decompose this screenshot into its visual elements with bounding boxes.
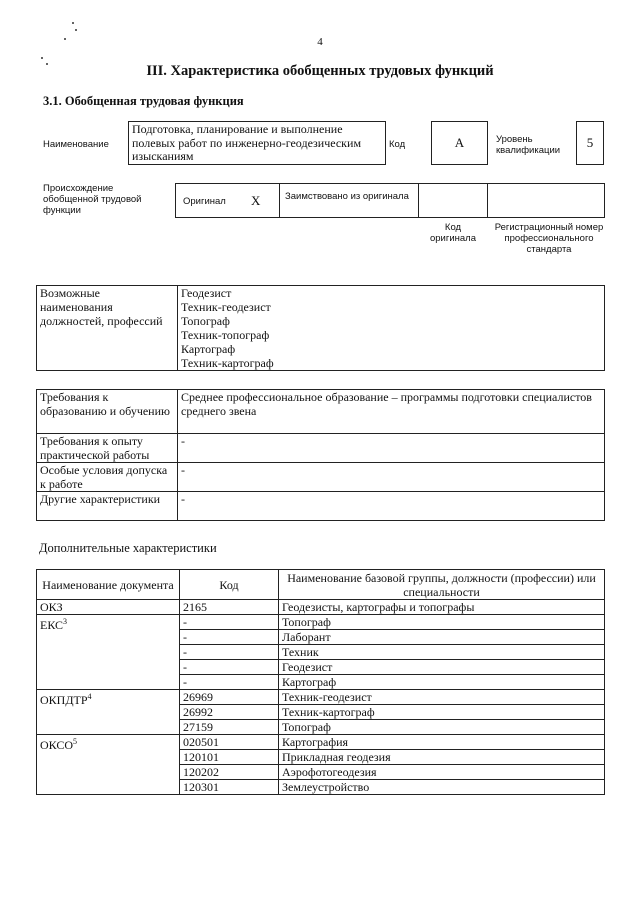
doc-name: ОКПДТР — [40, 693, 88, 707]
doc-cell — [37, 735, 180, 795]
additional-title: Дополнительные характеристики — [39, 541, 217, 555]
positions-label: Возможные наименования должностей, профессий — [37, 286, 178, 371]
level-value: 5 — [586, 135, 594, 150]
level-label: Уровень квалификации — [496, 134, 561, 156]
code-cell: 120101 — [180, 750, 279, 765]
position-item: Топограф — [181, 314, 230, 328]
table-row — [37, 615, 605, 630]
name-cell: Геодезисты, картографы и топографы — [279, 600, 605, 615]
requirement-row — [37, 492, 605, 521]
doc-name: ЕКС — [40, 618, 64, 632]
header-doc: Наименование документа — [37, 570, 180, 600]
subsection-title: 3.1. Обобщенная трудовая функция — [43, 94, 244, 108]
function-name-value: Подготовка, планирование и выполнение полевых работ по инженерно-геодезическим изысканиям — [132, 122, 362, 163]
name-cell: Техник-геодезист — [279, 690, 605, 705]
code-cell: 26992 — [180, 705, 279, 720]
origin-label: Происхождение обобщенной трудовой функции — [43, 183, 142, 216]
additional-header-row — [37, 570, 605, 600]
requirement-label: Особые условия допуска к работе — [37, 463, 178, 492]
name-cell: Лаборант — [279, 630, 605, 645]
requirement-value: Среднее профессиональное образование – программы подготовки специалистов среднего звена — [178, 390, 605, 434]
requirement-value: - — [178, 492, 605, 521]
positions-list — [178, 286, 605, 371]
table-row — [37, 735, 605, 750]
name-cell: Прикладная геодезия — [279, 750, 605, 765]
scan-speck — [41, 57, 43, 59]
name-label: Наименование — [43, 139, 109, 150]
function-name-box — [128, 121, 386, 165]
name-cell: Топограф — [279, 720, 605, 735]
additional-table — [36, 569, 605, 795]
name-cell: Топограф — [279, 615, 605, 630]
positions-table — [36, 285, 605, 371]
code-cell: 120202 — [180, 765, 279, 780]
requirement-value: - — [178, 463, 605, 492]
code-cell: - — [180, 675, 279, 690]
code-box — [431, 121, 488, 165]
code-label: Код — [389, 139, 406, 150]
code-value: A — [454, 135, 465, 150]
requirement-row — [37, 463, 605, 492]
original-mark: X — [251, 193, 261, 208]
name-cell: Техник — [279, 645, 605, 660]
requirement-value: - — [178, 434, 605, 463]
requirement-label: Другие характеристики — [37, 492, 178, 521]
name-cell: Геодезист — [279, 660, 605, 675]
name-cell: Картография — [279, 735, 605, 750]
doc-footnote: 5 — [73, 737, 78, 746]
code-cell: 020501 — [180, 735, 279, 750]
scan-speck — [75, 29, 77, 31]
doc-cell — [37, 615, 180, 690]
name-cell: Техник-картограф — [279, 705, 605, 720]
position-item: Техник-топограф — [181, 328, 270, 342]
origin-box — [175, 183, 605, 218]
level-box — [576, 121, 604, 165]
position-item: Геодезист — [181, 286, 232, 300]
code-cell: - — [180, 630, 279, 645]
doc-footnote: 4 — [87, 692, 92, 701]
table-row — [37, 600, 605, 615]
name-cell: Землеустройство — [279, 780, 605, 795]
code-cell: 2165 — [180, 600, 279, 615]
requirement-row — [37, 434, 605, 463]
doc-cell — [37, 600, 180, 615]
original-label: Оригинал — [183, 196, 226, 207]
code-cell: - — [180, 645, 279, 660]
requirement-label: Требования к опыту практической работы — [37, 434, 178, 463]
code-cell: 120301 — [180, 780, 279, 795]
code-cell: - — [180, 615, 279, 630]
code-cell: 27159 — [180, 720, 279, 735]
page-number: 4 — [317, 36, 323, 48]
table-row — [37, 690, 605, 705]
requirements-table — [36, 389, 605, 521]
section-title: III. Характеристика обобщенных трудовых функций — [146, 63, 494, 79]
header-code: Код — [180, 570, 279, 600]
doc-name: ОКСО — [40, 738, 74, 752]
header-name: Наименование базовой группы, должности (профессии) или специальности — [279, 570, 605, 600]
code-cell: 26969 — [180, 690, 279, 705]
name-cell: Картограф — [279, 675, 605, 690]
requirement-row — [37, 390, 605, 434]
code-original-label: Код оригинала — [429, 222, 476, 244]
code-cell: - — [180, 660, 279, 675]
position-item: Картограф — [181, 342, 236, 356]
reg-number-label: Регистрационный номер профессионального стандарта — [494, 222, 604, 255]
position-item: Техник-геодезист — [181, 300, 271, 314]
requirement-label: Требования к образованию и обучению — [37, 390, 178, 434]
scan-speck — [72, 22, 74, 24]
borrowed-label: Заимствовано из оригинала — [285, 191, 409, 202]
position-item: Техник-картограф — [181, 356, 274, 370]
doc-name: ОКЗ — [40, 600, 63, 614]
name-cell: Аэрофотогеодезия — [279, 765, 605, 780]
doc-footnote: 3 — [63, 617, 68, 626]
doc-cell — [37, 690, 180, 735]
